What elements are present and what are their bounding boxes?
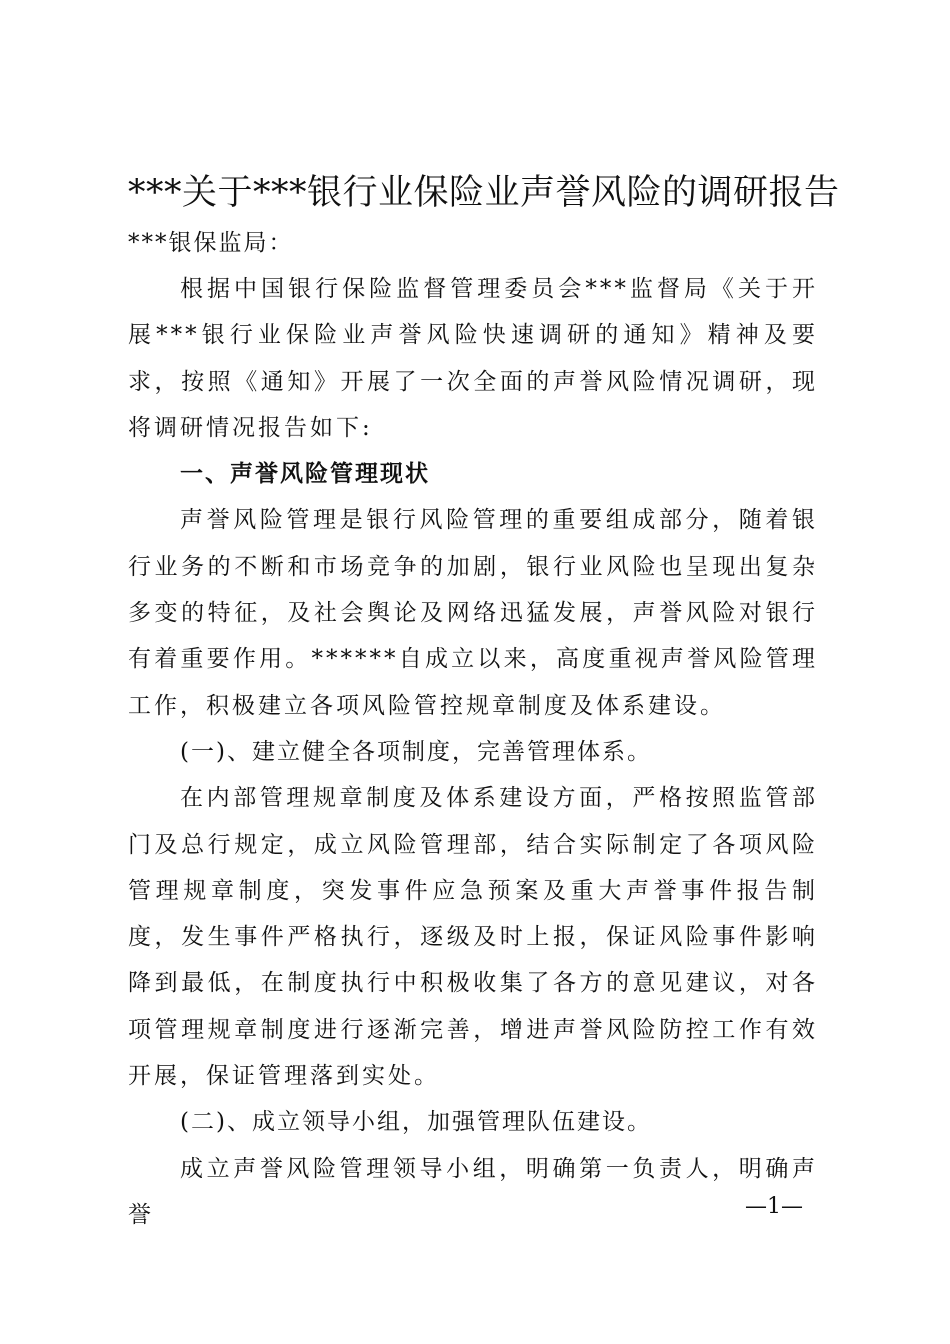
section-heading-1: 一、声誉风险管理现状 <box>180 461 430 488</box>
intro-paragraph: 根据中国银行保险监督管理委员会***监督局《关于开展***银行业保险业声誉风险快速调研的通知》精神及要求，按照《通知》开展了一次全面的声誉风险情况调研，现将调研情况报告如下: <box>128 276 818 441</box>
subsection-heading-2: (二)、成立领导小组，加强管理队伍建设。 <box>180 1109 652 1136</box>
subsection-paragraph-1: 在内部管理规章制度及体系建设方面，严格按照监管部门及总行规定，成立风险管理部，结合实际制定了各项风险管理规章制度，突发事件应急预案及重大声誉事件报告制度，发生事件严格执行，逐级及时上报，保证风险事件影响降到最低，在制度执行中积极收集了各方的意见建议，对各项管理规章制度进行逐渐完善，增进声誉风险防控工作有效开展，保证管理落到实处。 <box>128 785 818 1090</box>
subsection-heading-1: (一)、建立健全各项制度，完善管理体系。 <box>180 738 652 765</box>
document-title: ***关于***银行业保险业声誉风险的调研报告 <box>128 173 840 213</box>
section-paragraph-1: 声誉风险管理是银行风险管理的重要组成部分，随着银行业务的不断和市场竞争的加剧，银行业风险也呈现出复杂多变的特征，及社会舆论及网络迅猛发展，声誉风险对银行有着重要作用。******自成立以来，高度重视声誉风险管理工作，积极建立各项风险管控规章制度及体系建设。 <box>128 507 818 719</box>
document-body <box>128 266 818 1238</box>
salutation: ***银保监局： <box>128 230 294 256</box>
page-number: —1— <box>745 1194 803 1219</box>
subsection-paragraph-2: 成立声誉风险管理领导小组，明确第一负责人，明确声誉 <box>128 1155 818 1228</box>
